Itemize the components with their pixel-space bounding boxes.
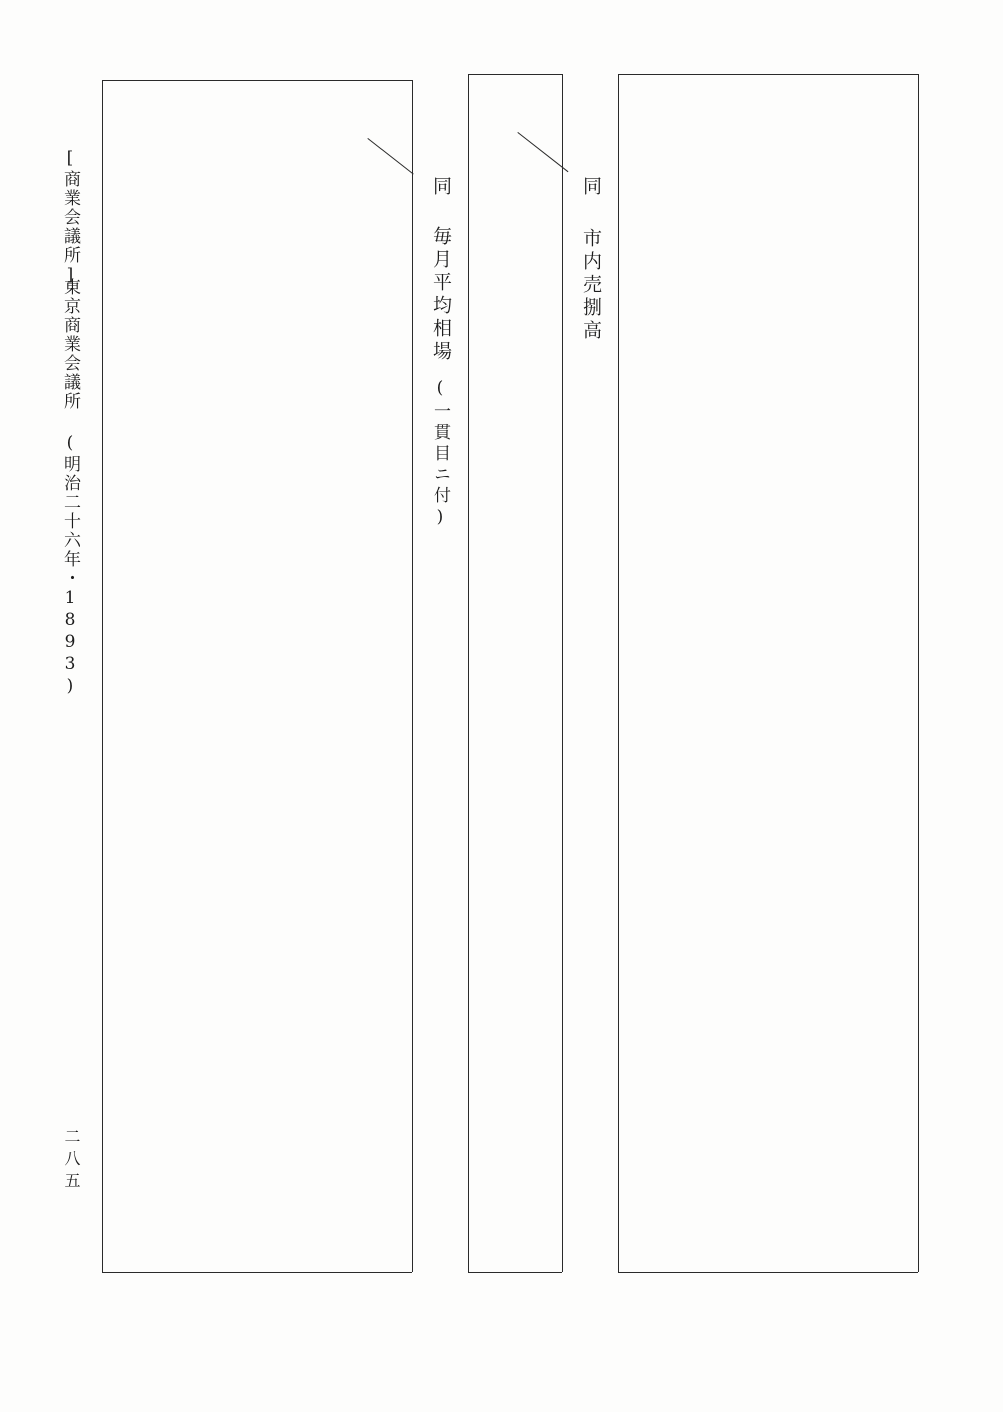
t3-top-rule (102, 80, 412, 81)
table1-title-prefix: 同 (580, 176, 602, 213)
table2-title-note: (一貫目ニ付) (430, 378, 450, 531)
t1-bottom-rule (618, 1272, 918, 1273)
t3-right-rule (412, 80, 413, 1272)
t2-top-rule (468, 74, 562, 75)
t1-right-rule (918, 74, 919, 1272)
footer-source: 東京商業会議所 (明治二十六年・1893) (60, 278, 80, 698)
table2-title: 毎月平均相場 (430, 226, 452, 364)
t1-left-rule (618, 74, 619, 1272)
t2-right-rule (562, 74, 563, 1272)
t2-header-diagonal (517, 132, 568, 172)
t1-top-rule (618, 74, 918, 75)
page-number: 二八五 (62, 1128, 81, 1194)
table1-title: 市内売捌高 (580, 228, 602, 343)
t2-bottom-rule (468, 1272, 562, 1273)
t3-header-diagonal (367, 138, 413, 174)
t3-left-rule (102, 80, 103, 1272)
t2-left-rule (468, 74, 469, 1272)
table2-title-prefix: 同 (430, 176, 452, 213)
footer-org: [商業会議所] (60, 148, 80, 287)
t3-bottom-rule (102, 1272, 412, 1273)
